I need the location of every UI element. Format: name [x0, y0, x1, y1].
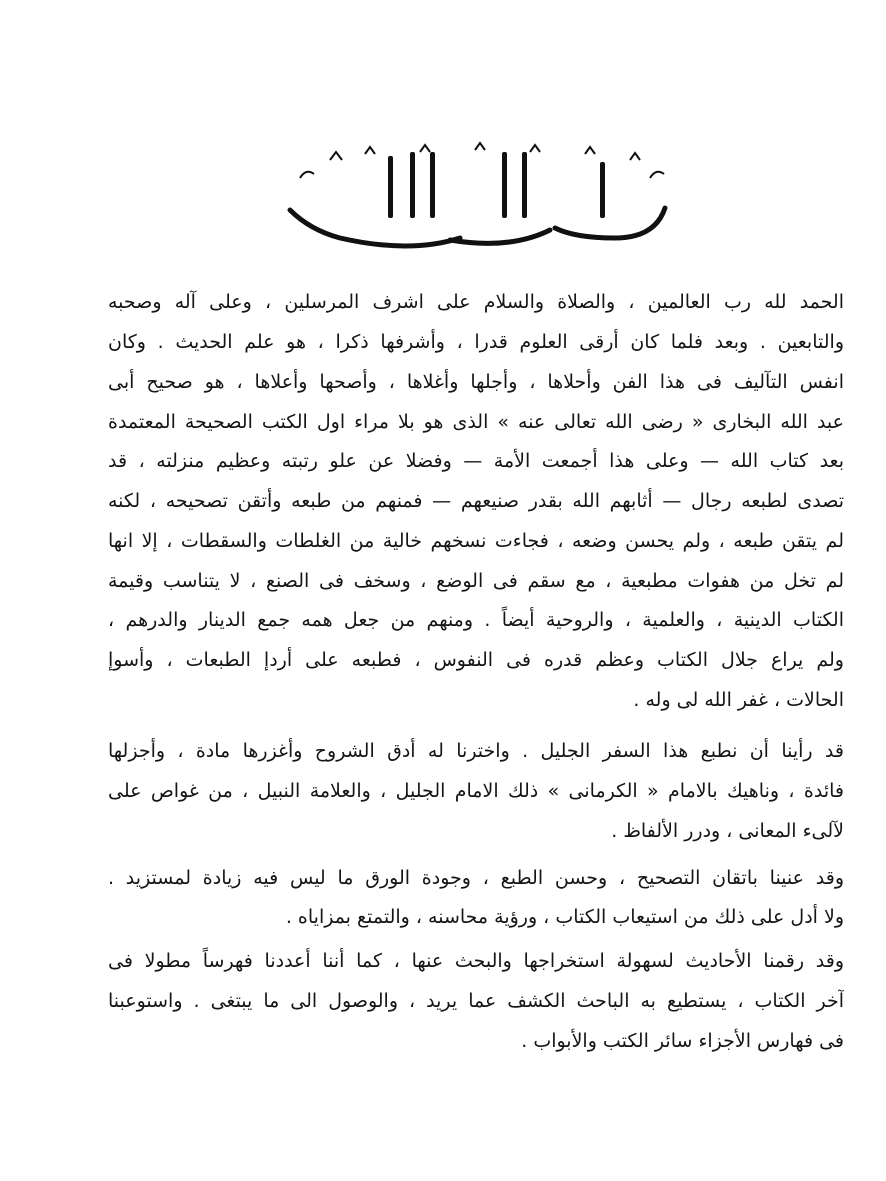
text-line: آخر الكتاب ، يستطيع به الباحث الكشف عما يريد ، والوصول الى ما يبتغى . واستوعبنا — [108, 990, 844, 1012]
text-line: تصدى لطبعه رجال — أثابهم الله بقدر صنيعهم — فمنهم من طبعه وأتقن تصحيحه ، لكنه — [108, 490, 844, 512]
text-line: الحالات ، غفر الله لى وله . — [633, 689, 844, 711]
text-line: فائدة ، وناهيك بالامام « الكرمانى » ذلك الامام الجليل ، والعلامة النبيل ، من غواص على — [108, 780, 844, 802]
text-line: والتابعين . وبعد فلما كان أرقى العلوم قدرا ، وأشرفها ذكرا ، هو علم الحديث . وكان — [108, 331, 844, 353]
text-line: لم تخل من هفوات مطبعية ، مع سقم فى الوضع ، وسخف فى الصنع ، لا يتناسب وقيمة — [108, 570, 844, 592]
text-line: وقد رقمنا الأحاديث لسهولة استخراجها والبحث عنها ، كما أننا أعددنا فهرساً مطولا فى — [108, 950, 844, 972]
text-line: قد رأينا أن نطبع هذا السفر الجليل . واخترنا له أدق الشروح وأغزرها مادة ، وأجزلها — [108, 740, 844, 762]
text-line: الحمد لله رب العالمين ، والصلاة والسلام على اشرف المرسلين ، وعلى آله وصحبه — [108, 291, 844, 313]
text-line: لم يتقن طبعه ، ولم يحسن وضعه ، فجاءت نسخهم خالية من الغلطات والسقطات ، إلا انها — [108, 530, 844, 552]
preface-text — [108, 0, 844, 1181]
text-line: الكتاب الدينية ، والعلمية ، والروحية أيضاً . ومنهم من جعل همه جمع الدينار والدرهم ، — [108, 609, 844, 631]
text-line: انفس التآليف فى هذا الفن وأحلاها ، وأجلها وأغلاها ، وأصحها وأعلاها ، هو صحيح أبى — [108, 371, 844, 393]
text-line: لآلىء المعانى ، ودرر الألفاظ . — [611, 820, 844, 842]
text-line: فى فهارس الأجزاء سائر الكتب والأبواب . — [521, 1030, 844, 1052]
text-line: عبد الله البخارى « رضى الله تعالى عنه » الذى هو بلا مراء اول الكتب الصحيحة المعتمدة — [108, 411, 844, 433]
text-line: ولا أدل على ذلك من استيعاب الكتاب ، ورؤية محاسنه ، والتمتع بمزاياه . — [285, 906, 844, 928]
text-line: بعد كتاب الله — وعلى هذا أجمعت الأمة — وفضلا عن علو رتبته وعظيم منزلته ، قد — [108, 450, 844, 472]
text-line: ولم يراع جلال الكتاب وعظم قدره فى النفوس ، فطبعه على أردإ الطبعات ، وأسوإ — [108, 649, 844, 671]
text-line: وقد عنينا باتقان التصحيح ، وحسن الطبع ، وجودة الورق ما ليس فيه زيادة لمستزيد . — [108, 867, 844, 889]
